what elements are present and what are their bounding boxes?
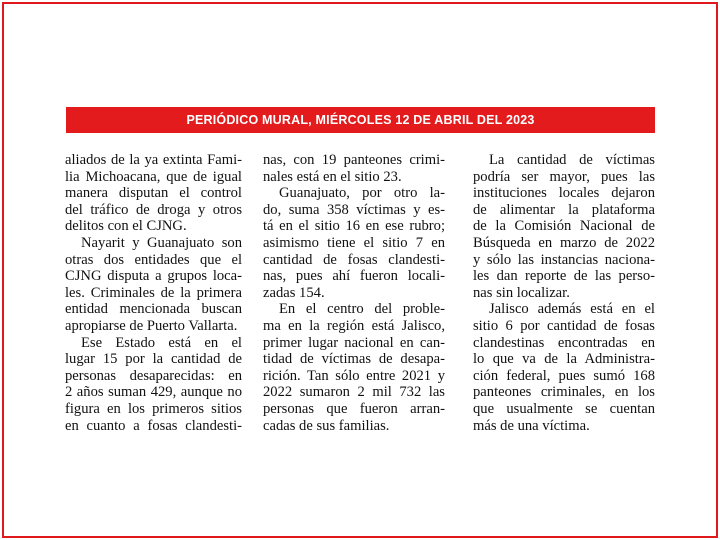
- article-line: sitio 6 por cantidad de fosas: [473, 317, 655, 334]
- article-line: entidad mencionada buscan: [65, 301, 242, 318]
- article-line: tá en el sitio 16 en ese rubro;: [263, 218, 445, 235]
- article-line: 2 años suman 429, aunque no: [65, 384, 242, 401]
- article-line: ción federal, pues sumó 168: [473, 367, 655, 384]
- article-line: aliados de la ya extinta Fami-: [65, 152, 242, 168]
- article-line: panteones criminales, en los: [473, 384, 655, 401]
- article-line: y sólo las instancias naciona-: [473, 251, 655, 268]
- article-line: Guanajuato, por otro la-: [279, 185, 445, 202]
- article-column-2: [263, 152, 445, 434]
- article-line: lia Michoacana, que de igual: [65, 168, 242, 185]
- article-line: más de una víctima.: [473, 417, 590, 434]
- article-line: instituciones locales dejaron: [473, 185, 655, 202]
- article-line: primer lugar nacional en can-: [263, 334, 445, 351]
- article-line: La cantidad de víctimas: [489, 152, 655, 168]
- article-line: tidad de víctimas de desapa-: [263, 351, 445, 368]
- article-line: rición. Tan sólo entre 2021 y: [263, 367, 445, 384]
- article-line: del tráfico de droga y otros: [65, 201, 242, 218]
- article-line: personas desaparecidas: en: [65, 367, 242, 384]
- article-line: manera disputan el control: [65, 185, 242, 202]
- article-column-3: [473, 152, 655, 434]
- article-line: de la Comisión Nacional de: [473, 218, 655, 235]
- article-line: delitos con el CJNG.: [65, 218, 187, 235]
- article-line: que usualmente se cuentan: [473, 400, 655, 417]
- article-line: ma en la región está Jalisco,: [263, 317, 445, 334]
- article-line: 2022 sumaron 2 mil 732 las: [263, 384, 445, 401]
- article-line: do, suma 358 víctimas y es-: [263, 201, 445, 218]
- article-line: nales está en el sitio 23.: [263, 168, 402, 185]
- article-line: zadas 154.: [263, 284, 325, 301]
- article-line: figura en los primeros sitios: [65, 400, 242, 417]
- article-column-1: [65, 152, 242, 434]
- article-line: les dan reporte de las perso-: [473, 268, 655, 285]
- article-line: En el centro del proble-: [279, 301, 445, 318]
- article-line: Jalisco además está en el: [489, 301, 655, 318]
- article-line: de alimentar la plataforma: [473, 201, 655, 218]
- article-line: personas que fueron arran-: [263, 400, 445, 417]
- article-line: otras dos entidades que el: [65, 251, 242, 268]
- article-line: podría ser mayor, pues las: [473, 168, 655, 185]
- article-line: clandestinas encontradas en: [473, 334, 655, 351]
- banner-text: PERIÓDICO MURAL, MIÉRCOLES 12 DE ABRIL DEL 2023: [186, 113, 535, 127]
- article-line: CJNG disputa a grupos loca-: [65, 268, 242, 285]
- article-line: cantidad de fosas clandesti-: [263, 251, 445, 268]
- article-line: nas, pues ahí fueron locali-: [263, 268, 445, 285]
- article-line: lo que va de la Administra-: [473, 351, 655, 368]
- article-line: nas sin localizar.: [473, 284, 570, 301]
- article-line: les. Criminales de la primera: [65, 284, 242, 301]
- article-line: nas, con 19 panteones crimi-: [263, 152, 445, 168]
- article-line: Nayarit y Guanajuato son: [81, 234, 242, 251]
- article-line: en cuanto a fosas clandesti-: [65, 417, 242, 434]
- newspaper-date-banner: [66, 107, 655, 133]
- article-line: Búsqueda en marzo de 2022: [473, 234, 655, 251]
- article-line: cadas de sus familias.: [263, 417, 390, 434]
- article-line: lugar 15 por la cantidad de: [65, 351, 242, 368]
- article-line: apropiarse de Puerto Vallarta.: [65, 317, 238, 334]
- article-line: Ese Estado está en el: [81, 334, 242, 351]
- article-line: asimismo tiene el sitio 7 en: [263, 234, 445, 251]
